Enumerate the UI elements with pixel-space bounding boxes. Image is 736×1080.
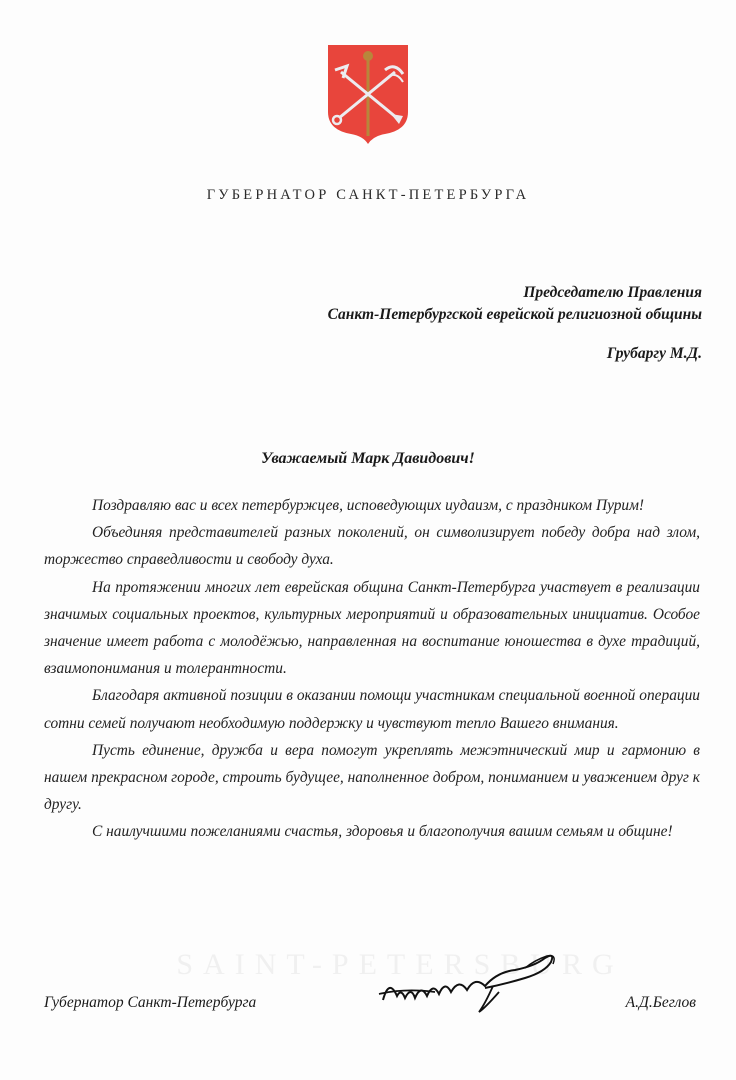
paragraph: На протяжении многих лет еврейская община Санкт-Петербурга участвует в реализации значимых социальных проектов, культурных мероприятий и образовательных инициатив. Особое значение имеет работа с молодёжью, направленная на воспитание юношества в духе традиций, взаимопонимания и толерантности.	[44, 578, 700, 678]
salutation: Уважаемый Марк Давидович!	[261, 450, 475, 467]
paragraph: С наилучшими пожеланиями счастья, здоровья и благополучия вашим семьям и общине!	[92, 823, 673, 841]
coat-of-arms-icon	[325, 42, 411, 146]
paragraph: Пусть единение, дружба и вера помогут укреплять межэтнический мир и гармонию в нашем прекрасном городе, строить будущее, наполненное добром, пониманием и уважением друг к другу.	[44, 741, 700, 814]
signatory-position: Губернатор Санкт-Петербурга	[44, 994, 257, 1011]
addressee-name: Грубаргу М.Д.	[606, 345, 702, 362]
watermark: SAINT-PETERSBURG	[176, 948, 624, 981]
paragraph: Благодаря активной позиции в оказании помощи участникам специальной военной операции сотни семей получают необходимую поддержку и чувствуют тепло Вашего внимания.	[44, 687, 700, 732]
addressee-organization: Санкт-Петербургской еврейской религиозной общины	[327, 306, 702, 323]
signatory-name: А.Д.Беглов	[625, 994, 696, 1011]
letterhead-title: ГУБЕРНАТОР САНКТ-ПЕТЕРБУРГА	[206, 187, 530, 203]
paragraph: Поздравляю вас и всех петербуржцев, исповедующих иудаизм, с праздником Пурим!	[92, 497, 645, 514]
letter-body	[44, 492, 700, 846]
addressee-title: Председателю Правления	[523, 284, 702, 301]
signature-icon	[375, 948, 605, 1018]
paragraph: Объединяя представителей разных поколений, он символизирует победу добра над злом, торжество справедливости и свободу духа.	[44, 524, 700, 569]
